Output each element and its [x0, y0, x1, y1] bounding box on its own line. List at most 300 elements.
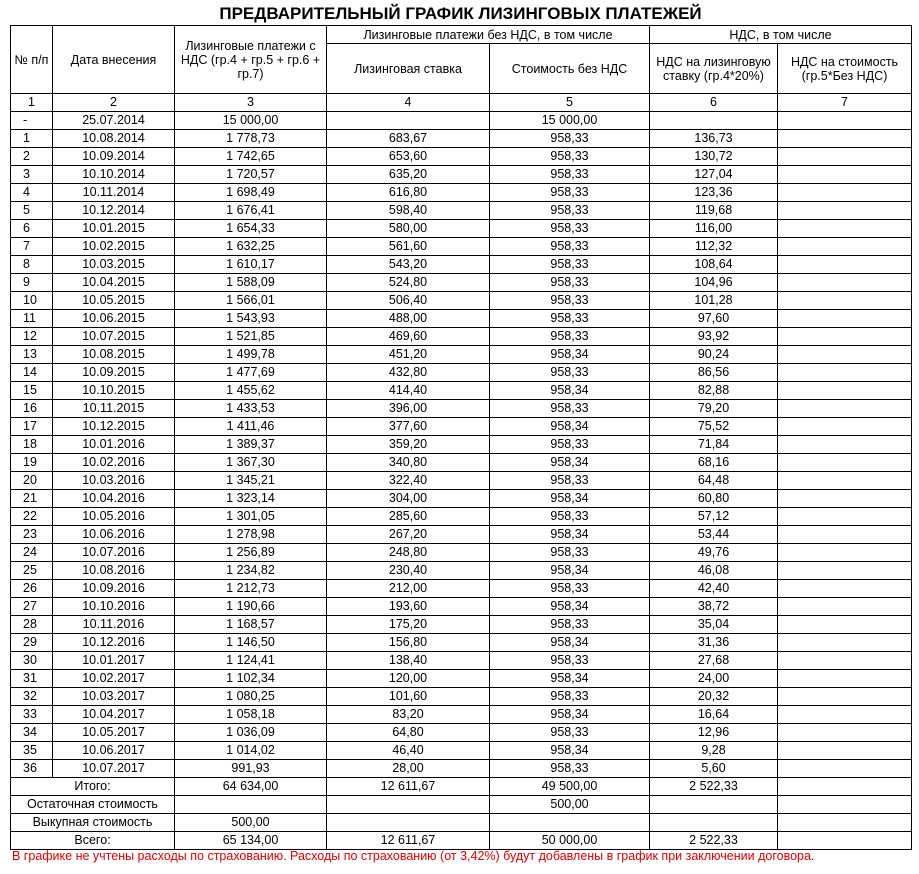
row-rate-cell: 248,80: [327, 544, 490, 562]
row-vat-cost-cell: [778, 616, 912, 634]
row-vat-cell: 64,48: [650, 472, 778, 490]
table-row: [11, 652, 912, 670]
row-vat-cell: 60,80: [650, 490, 778, 508]
summary-cost-cell: [490, 814, 650, 832]
summary-vat-cost-cell: [778, 832, 912, 850]
col-number: 6: [650, 94, 778, 112]
row-date-cell: 10.12.2016: [53, 634, 175, 652]
row-num-cell: 14: [11, 364, 53, 382]
row-rate-cell: 212,00: [327, 580, 490, 598]
row-vat-cost-cell: [778, 382, 912, 400]
header-date: Дата внесения: [53, 26, 175, 94]
row-date-cell: 10.10.2015: [53, 382, 175, 400]
row-vat-cost-cell: [778, 238, 912, 256]
header-vat-group: НДС, в том числе: [650, 26, 912, 44]
table-row: [11, 472, 912, 490]
row-cost-cell: 958,33: [490, 508, 650, 526]
row-cost-cell: 958,33: [490, 256, 650, 274]
table-row: [11, 220, 912, 238]
row-vat-cost-cell: [778, 400, 912, 418]
row-cost-cell: 958,33: [490, 238, 650, 256]
table-row: [11, 166, 912, 184]
table-row: [11, 382, 912, 400]
table-row: [11, 508, 912, 526]
table-row: [11, 328, 912, 346]
header-payments-with-vat: Лизинговые платежи с НДС (гр.4 + гр.5 + гр.6 + гр.7): [175, 26, 327, 94]
row-rate-cell: 322,40: [327, 472, 490, 490]
column-number-row: [11, 94, 912, 112]
row-vat-cell: 90,24: [650, 346, 778, 364]
row-date-cell: 10.01.2017: [53, 652, 175, 670]
row-rate-cell: 451,20: [327, 346, 490, 364]
summary-vat-cost-cell: [778, 778, 912, 796]
row-total-cell: 1 058,18: [175, 706, 327, 724]
table-row: [11, 364, 912, 382]
row-num-cell: 33: [11, 706, 53, 724]
row-vat-cell: 101,28: [650, 292, 778, 310]
row-cost-cell: 958,34: [490, 742, 650, 760]
row-vat-cell: 71,84: [650, 436, 778, 454]
row-vat-cell: 104,96: [650, 274, 778, 292]
row-vat-cell: 136,73: [650, 130, 778, 148]
row-total-cell: 1 080,25: [175, 688, 327, 706]
table-row: [11, 436, 912, 454]
header-without-vat-group: Лизинговые платежи без НДС, в том числе: [327, 26, 650, 44]
row-num-cell: 35: [11, 742, 53, 760]
table-row: [11, 238, 912, 256]
row-num-cell: 20: [11, 472, 53, 490]
table-row: [11, 634, 912, 652]
row-num-cell: 31: [11, 670, 53, 688]
header-cost: Стоимость без НДС: [490, 44, 650, 94]
row-date-cell: 10.07.2017: [53, 760, 175, 778]
row-num-cell: 26: [11, 580, 53, 598]
summary-label: Остаточная стоимость: [11, 796, 175, 814]
row-cost-cell: 15 000,00: [490, 112, 650, 130]
row-rate-cell: 683,67: [327, 130, 490, 148]
row-date-cell: 10.06.2017: [53, 742, 175, 760]
summary-row: [11, 814, 912, 832]
row-rate-cell: 506,40: [327, 292, 490, 310]
row-vat-cost-cell: [778, 652, 912, 670]
table-row: [11, 544, 912, 562]
summary-total-cell: 500,00: [175, 814, 327, 832]
row-cost-cell: 958,34: [490, 454, 650, 472]
row-cost-cell: 958,33: [490, 148, 650, 166]
table-row: [11, 742, 912, 760]
summary-vat-cell: [650, 814, 778, 832]
row-rate-cell: 616,80: [327, 184, 490, 202]
row-date-cell: 25.07.2014: [53, 112, 175, 130]
row-vat-cell: 20,32: [650, 688, 778, 706]
summary-total-cell: 64 634,00: [175, 778, 327, 796]
row-date-cell: 10.04.2015: [53, 274, 175, 292]
row-cost-cell: 958,34: [490, 418, 650, 436]
row-vat-cell: 93,92: [650, 328, 778, 346]
table-row: [11, 670, 912, 688]
row-vat-cell: 49,76: [650, 544, 778, 562]
row-date-cell: 10.11.2015: [53, 400, 175, 418]
row-total-cell: 1 124,41: [175, 652, 327, 670]
header-rate: Лизинговая ставка: [327, 44, 490, 94]
summary-cost-cell: 49 500,00: [490, 778, 650, 796]
row-date-cell: 10.11.2016: [53, 616, 175, 634]
row-vat-cell: 79,20: [650, 400, 778, 418]
row-date-cell: 10.12.2015: [53, 418, 175, 436]
row-num-cell: 28: [11, 616, 53, 634]
row-num-cell: 11: [11, 310, 53, 328]
row-num-cell: 36: [11, 760, 53, 778]
row-cost-cell: 958,33: [490, 472, 650, 490]
col-number: 5: [490, 94, 650, 112]
row-date-cell: 10.11.2014: [53, 184, 175, 202]
row-rate-cell: 598,40: [327, 202, 490, 220]
row-rate-cell: 230,40: [327, 562, 490, 580]
row-vat-cell: 75,52: [650, 418, 778, 436]
row-vat-cost-cell: [778, 742, 912, 760]
row-total-cell: 1 720,57: [175, 166, 327, 184]
row-total-cell: 1 455,62: [175, 382, 327, 400]
row-num-cell: 12: [11, 328, 53, 346]
row-total-cell: 1 234,82: [175, 562, 327, 580]
row-vat-cost-cell: [778, 292, 912, 310]
row-cost-cell: 958,33: [490, 202, 650, 220]
row-cost-cell: 958,33: [490, 688, 650, 706]
row-date-cell: 10.03.2015: [53, 256, 175, 274]
row-vat-cell: [650, 112, 778, 130]
table-row: [11, 454, 912, 472]
row-date-cell: 10.02.2015: [53, 238, 175, 256]
row-date-cell: 10.05.2016: [53, 508, 175, 526]
row-num-cell: 7: [11, 238, 53, 256]
row-cost-cell: 958,33: [490, 274, 650, 292]
row-rate-cell: 653,60: [327, 148, 490, 166]
row-date-cell: 10.04.2017: [53, 706, 175, 724]
row-num-cell: 3: [11, 166, 53, 184]
row-rate-cell: 193,60: [327, 598, 490, 616]
row-rate-cell: 561,60: [327, 238, 490, 256]
row-vat-cost-cell: [778, 472, 912, 490]
row-rate-cell: 101,60: [327, 688, 490, 706]
row-vat-cost-cell: [778, 544, 912, 562]
row-total-cell: 1 654,33: [175, 220, 327, 238]
row-cost-cell: 958,33: [490, 130, 650, 148]
row-cost-cell: 958,33: [490, 328, 650, 346]
row-date-cell: 10.08.2015: [53, 346, 175, 364]
table-row: [11, 184, 912, 202]
table-row: [11, 598, 912, 616]
row-date-cell: 10.07.2016: [53, 544, 175, 562]
row-num-cell: 18: [11, 436, 53, 454]
summary-label: Всего:: [11, 832, 175, 850]
row-date-cell: 10.05.2017: [53, 724, 175, 742]
row-total-cell: 15 000,00: [175, 112, 327, 130]
row-total-cell: 991,93: [175, 760, 327, 778]
header-vat-rate: НДС на лизинговую ставку (гр.4*20%): [650, 44, 778, 94]
row-date-cell: 10.01.2015: [53, 220, 175, 238]
table-row: [11, 112, 912, 130]
row-vat-cell: 35,04: [650, 616, 778, 634]
row-rate-cell: 175,20: [327, 616, 490, 634]
row-date-cell: 10.09.2015: [53, 364, 175, 382]
row-rate-cell: 64,80: [327, 724, 490, 742]
row-total-cell: 1 168,57: [175, 616, 327, 634]
row-rate-cell: 28,00: [327, 760, 490, 778]
row-date-cell: 10.09.2016: [53, 580, 175, 598]
row-vat-cost-cell: [778, 328, 912, 346]
row-rate-cell: 635,20: [327, 166, 490, 184]
table-row: [11, 256, 912, 274]
summary-vat-cost-cell: [778, 796, 912, 814]
row-num-cell: 24: [11, 544, 53, 562]
col-number: 2: [53, 94, 175, 112]
row-rate-cell: [327, 112, 490, 130]
table-row: [11, 346, 912, 364]
table-row: [11, 310, 912, 328]
row-date-cell: 10.07.2015: [53, 328, 175, 346]
row-num-cell: 10: [11, 292, 53, 310]
table-row: [11, 724, 912, 742]
row-vat-cost-cell: [778, 310, 912, 328]
row-date-cell: 10.04.2016: [53, 490, 175, 508]
row-vat-cost-cell: [778, 184, 912, 202]
row-date-cell: 10.06.2015: [53, 310, 175, 328]
row-cost-cell: 958,33: [490, 616, 650, 634]
row-vat-cell: 42,40: [650, 580, 778, 598]
row-cost-cell: 958,34: [490, 526, 650, 544]
col-number: 7: [778, 94, 912, 112]
row-vat-cell: 68,16: [650, 454, 778, 472]
row-num-cell: 6: [11, 220, 53, 238]
summary-row: [11, 796, 912, 814]
row-vat-cost-cell: [778, 112, 912, 130]
summary-cost-cell: 50 000,00: [490, 832, 650, 850]
table-row: [11, 616, 912, 634]
row-cost-cell: 958,33: [490, 400, 650, 418]
row-num-cell: 13: [11, 346, 53, 364]
row-total-cell: 1 367,30: [175, 454, 327, 472]
row-vat-cell: 97,60: [650, 310, 778, 328]
row-vat-cost-cell: [778, 166, 912, 184]
summary-rate-cell: [327, 796, 490, 814]
row-num-cell: 17: [11, 418, 53, 436]
table-row: [11, 526, 912, 544]
row-total-cell: 1 610,17: [175, 256, 327, 274]
row-rate-cell: 83,20: [327, 706, 490, 724]
summary-rate-cell: [327, 814, 490, 832]
summary-row: [11, 778, 912, 796]
row-date-cell: 10.08.2014: [53, 130, 175, 148]
table-row: [11, 580, 912, 598]
row-vat-cell: 53,44: [650, 526, 778, 544]
row-num-cell: 29: [11, 634, 53, 652]
row-total-cell: 1 212,73: [175, 580, 327, 598]
table-row: [11, 688, 912, 706]
row-rate-cell: 396,00: [327, 400, 490, 418]
header-vat-cost: НДС на стоимость (гр.5*Без НДС): [778, 44, 912, 94]
row-cost-cell: 958,34: [490, 706, 650, 724]
row-total-cell: 1 566,01: [175, 292, 327, 310]
row-vat-cost-cell: [778, 760, 912, 778]
row-vat-cost-cell: [778, 418, 912, 436]
row-rate-cell: 304,00: [327, 490, 490, 508]
row-date-cell: 10.03.2016: [53, 472, 175, 490]
summary-rate-cell: 12 611,67: [327, 832, 490, 850]
row-rate-cell: 524,80: [327, 274, 490, 292]
table-row: [11, 130, 912, 148]
row-cost-cell: 958,34: [490, 490, 650, 508]
row-num-cell: 22: [11, 508, 53, 526]
row-vat-cell: 46,08: [650, 562, 778, 580]
row-vat-cost-cell: [778, 526, 912, 544]
row-total-cell: 1 778,73: [175, 130, 327, 148]
row-total-cell: 1 632,25: [175, 238, 327, 256]
row-vat-cell: 5,60: [650, 760, 778, 778]
row-vat-cell: 86,56: [650, 364, 778, 382]
insurance-note: В графике не учтены расходы по страхованию. Расходы по страхованию (от 3,42%) будут добавлены в график при заключении договора.: [12, 849, 815, 863]
row-vat-cost-cell: [778, 454, 912, 472]
row-rate-cell: 580,00: [327, 220, 490, 238]
table-row: [11, 418, 912, 436]
row-num-cell: 19: [11, 454, 53, 472]
row-num-cell: 16: [11, 400, 53, 418]
row-vat-cost-cell: [778, 688, 912, 706]
table-row: [11, 562, 912, 580]
row-vat-cost-cell: [778, 256, 912, 274]
row-vat-cell: 12,96: [650, 724, 778, 742]
row-total-cell: 1 014,02: [175, 742, 327, 760]
row-cost-cell: 958,33: [490, 652, 650, 670]
row-total-cell: 1 742,65: [175, 148, 327, 166]
table-row: [11, 274, 912, 292]
row-num-cell: 8: [11, 256, 53, 274]
row-cost-cell: 958,33: [490, 220, 650, 238]
col-number: 1: [11, 94, 53, 112]
row-rate-cell: 267,20: [327, 526, 490, 544]
row-vat-cell: 119,68: [650, 202, 778, 220]
row-vat-cost-cell: [778, 598, 912, 616]
row-rate-cell: 543,20: [327, 256, 490, 274]
row-vat-cost-cell: [778, 436, 912, 454]
summary-row: [11, 832, 912, 850]
summary-vat-cell: [650, 796, 778, 814]
col-number: 4: [327, 94, 490, 112]
row-vat-cell: 57,12: [650, 508, 778, 526]
row-num-cell: 30: [11, 652, 53, 670]
row-date-cell: 10.06.2016: [53, 526, 175, 544]
row-total-cell: 1 036,09: [175, 724, 327, 742]
row-vat-cell: 112,32: [650, 238, 778, 256]
row-num-cell: 1: [11, 130, 53, 148]
row-cost-cell: 958,34: [490, 562, 650, 580]
page-title: ПРЕДВАРИТЕЛЬНЫЙ ГРАФИК ЛИЗИНГОВЫХ ПЛАТЕЖЕЙ: [219, 4, 702, 23]
row-total-cell: 1 190,66: [175, 598, 327, 616]
row-total-cell: 1 521,85: [175, 328, 327, 346]
row-total-cell: 1 588,09: [175, 274, 327, 292]
row-cost-cell: 958,34: [490, 670, 650, 688]
row-total-cell: 1 676,41: [175, 202, 327, 220]
row-num-cell: 9: [11, 274, 53, 292]
row-date-cell: 10.10.2016: [53, 598, 175, 616]
summary-vat-cost-cell: [778, 814, 912, 832]
summary-rate-cell: 12 611,67: [327, 778, 490, 796]
table-row: [11, 202, 912, 220]
row-total-cell: 1 698,49: [175, 184, 327, 202]
row-cost-cell: 958,34: [490, 598, 650, 616]
row-cost-cell: 958,33: [490, 184, 650, 202]
summary-vat-cell: 2 522,33: [650, 832, 778, 850]
row-total-cell: 1 433,53: [175, 400, 327, 418]
row-total-cell: 1 323,14: [175, 490, 327, 508]
row-vat-cost-cell: [778, 634, 912, 652]
row-vat-cell: 16,64: [650, 706, 778, 724]
row-cost-cell: 958,33: [490, 364, 650, 382]
row-vat-cost-cell: [778, 490, 912, 508]
row-vat-cost-cell: [778, 670, 912, 688]
row-vat-cost-cell: [778, 580, 912, 598]
row-cost-cell: 958,34: [490, 382, 650, 400]
table-row: [11, 292, 912, 310]
row-num-cell: 25: [11, 562, 53, 580]
row-vat-cost-cell: [778, 562, 912, 580]
row-total-cell: 1 256,89: [175, 544, 327, 562]
row-date-cell: 10.09.2014: [53, 148, 175, 166]
row-date-cell: 10.02.2017: [53, 670, 175, 688]
row-total-cell: 1 389,37: [175, 436, 327, 454]
row-rate-cell: 285,60: [327, 508, 490, 526]
row-vat-cell: 108,64: [650, 256, 778, 274]
summary-label: Выкупная стоимость: [11, 814, 175, 832]
row-date-cell: 10.12.2014: [53, 202, 175, 220]
row-num-cell: 4: [11, 184, 53, 202]
row-total-cell: 1 499,78: [175, 346, 327, 364]
row-rate-cell: 432,80: [327, 364, 490, 382]
row-rate-cell: 340,80: [327, 454, 490, 472]
row-vat-cell: 123,36: [650, 184, 778, 202]
summary-cost-cell: 500,00: [490, 796, 650, 814]
row-num-cell: 2: [11, 148, 53, 166]
row-cost-cell: 958,33: [490, 436, 650, 454]
row-vat-cell: 127,04: [650, 166, 778, 184]
row-vat-cost-cell: [778, 148, 912, 166]
row-cost-cell: 958,33: [490, 310, 650, 328]
row-num-cell: 27: [11, 598, 53, 616]
row-vat-cost-cell: [778, 706, 912, 724]
row-total-cell: 1 411,46: [175, 418, 327, 436]
row-rate-cell: 46,40: [327, 742, 490, 760]
row-rate-cell: 156,80: [327, 634, 490, 652]
row-num-cell: 32: [11, 688, 53, 706]
row-rate-cell: 138,40: [327, 652, 490, 670]
header-num: № п/п: [11, 26, 53, 94]
row-num-cell: 34: [11, 724, 53, 742]
row-vat-cost-cell: [778, 202, 912, 220]
row-vat-cost-cell: [778, 346, 912, 364]
row-date-cell: 10.03.2017: [53, 688, 175, 706]
row-num-cell: 15: [11, 382, 53, 400]
row-vat-cell: 24,00: [650, 670, 778, 688]
row-num-cell: -: [11, 112, 53, 130]
row-date-cell: 10.02.2016: [53, 454, 175, 472]
row-rate-cell: 469,60: [327, 328, 490, 346]
row-vat-cost-cell: [778, 364, 912, 382]
row-num-cell: 23: [11, 526, 53, 544]
row-total-cell: 1 301,05: [175, 508, 327, 526]
row-vat-cost-cell: [778, 130, 912, 148]
row-date-cell: 10.08.2016: [53, 562, 175, 580]
row-total-cell: 1 345,21: [175, 472, 327, 490]
payment-rows: [11, 112, 912, 778]
